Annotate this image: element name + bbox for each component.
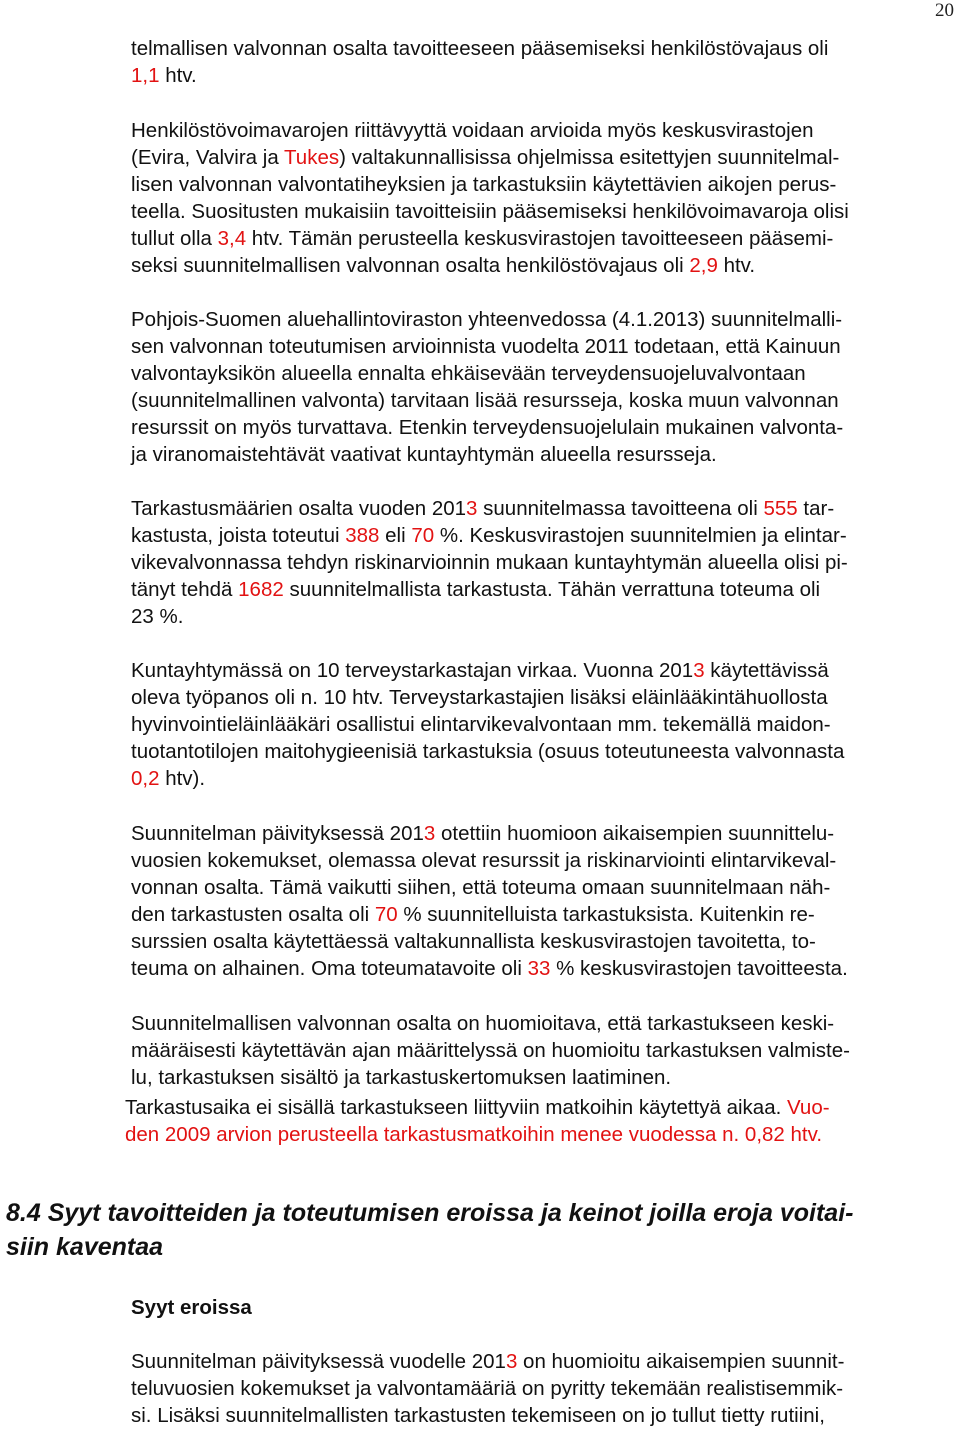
text-line <box>131 576 953 603</box>
section-heading-line: siin kaventaa <box>6 1233 164 1261</box>
text-line <box>131 928 953 955</box>
text-line <box>131 549 953 576</box>
text-run: teuma on alhainen. Oma toteumatavoite oli <box>131 957 528 980</box>
paragraph <box>131 1010 953 1091</box>
text-run: määräisesti käytettävän ajan määrittelyssä on huomioitu tarkastuksen valmiste- <box>131 1039 850 1062</box>
text-line <box>131 847 953 874</box>
section-heading <box>6 1196 946 1264</box>
text-run: Tarkastusmäärien osalta vuoden 201 <box>131 497 467 520</box>
text-run: Pohjois-Suomen aluehallintoviraston yhteenvedossa (4.1.2013) suunnitelmalli- <box>131 308 843 331</box>
text-line <box>131 603 953 630</box>
subheading: Syyt eroissa <box>131 1296 252 1319</box>
paragraph <box>125 1094 947 1148</box>
text-run: Henkilöstövoimavarojen riittävyyttä voidaan arvioida myös keskusvirastojen <box>131 119 814 142</box>
paragraph <box>131 117 953 279</box>
text-run: suunnitelmallista tarkastusta. Tähän verrattuna toteuma oli <box>283 578 821 601</box>
text-line <box>131 387 953 414</box>
text-line <box>131 1402 953 1429</box>
text-run: ja viranomaistehtävät vaativat kuntayhtymän alueella resursseja. <box>131 443 717 466</box>
text-run: tänyt tehdä <box>131 578 239 601</box>
text-line <box>131 522 953 549</box>
text-line <box>125 1121 947 1148</box>
text-run: surssien osalta käytettäessä valtakunnallista keskusvirastojen tavoitetta, to- <box>131 930 816 953</box>
text-line <box>131 901 953 928</box>
text-line <box>131 684 953 711</box>
text-run: suunnitelmassa tavoitteena oli <box>477 497 764 520</box>
text-line <box>131 1037 953 1064</box>
text-run: htv. <box>717 254 756 277</box>
text-line <box>131 198 953 225</box>
text-run: % keskusvirastojen tavoitteesta. <box>550 957 848 980</box>
text-line <box>131 1375 953 1402</box>
text-run: eli <box>379 524 412 547</box>
paragraph <box>131 495 953 630</box>
highlighted-text: Tukes <box>284 146 340 169</box>
text-line <box>131 1010 953 1037</box>
text-line <box>131 171 953 198</box>
paragraph <box>131 35 953 89</box>
text-run: lu, tarkastuksen sisältö ja tarkastuskertomuksen laatiminen. <box>131 1066 672 1089</box>
text-run: otettiin huomioon aikaisempien suunnittelu- <box>435 822 835 845</box>
page-number: 20 <box>935 0 954 21</box>
text-run: vonnan osalta. Tämä vaikutti siihen, että toteuma omaan suunnitelmaan näh- <box>131 876 831 899</box>
highlighted-text: Vuo- <box>787 1096 830 1119</box>
highlighted-text: 3 <box>423 822 436 845</box>
section-heading-line: 8.4 Syyt tavoitteiden ja toteutumisen eroissa ja keinot joilla eroja voitai- <box>6 1199 854 1227</box>
paragraph <box>131 1348 953 1429</box>
text-run: % suunnitelluista tarkastuksista. Kuitenkin re- <box>397 903 815 926</box>
highlighted-text: 555 <box>763 497 798 520</box>
text-run: sen valvonnan toteutumisen arvioinnista vuodelta 2011 todetaan, että Kainuun <box>131 335 841 358</box>
text-run: Suunnitelman päivityksessä vuodelle 201 <box>131 1350 506 1373</box>
text-line <box>131 711 953 738</box>
text-line <box>131 414 953 441</box>
text-run: htv. Tämän perusteella keskusvirastojen tavoitteeseen pääsemi- <box>246 227 834 250</box>
highlighted-text: 70 <box>411 524 435 547</box>
text-run: %. Keskusvirastojen suunnitelmien ja elintar- <box>434 524 847 547</box>
text-line <box>131 820 953 847</box>
text-line <box>131 1348 953 1375</box>
text-run: vikevalvonnassa tehdyn riskinarvioinnin mukaan kuntayhtymän alueella olisi pi- <box>131 551 848 574</box>
text-run: käytettävissä <box>704 659 829 682</box>
highlighted-text: 33 <box>527 957 551 980</box>
paragraph <box>131 306 953 468</box>
text-line <box>131 657 953 684</box>
text-run: tuotantotilojen maitohygieenisiä tarkastuksia (osuus toteutuneesta valvonnasta <box>131 740 845 763</box>
text-run: oleva työpanos oli n. 10 htv. Terveystarkastajien lisäksi eläinlääkintähuollosta <box>131 686 828 709</box>
text-run: htv). <box>159 767 206 790</box>
highlighted-text: 1682 <box>238 578 284 601</box>
highlighted-text: 3,4 <box>217 227 247 250</box>
highlighted-text: 3 <box>693 659 705 682</box>
text-run: on huomioitu aikaisempien suunnit- <box>517 1350 845 1373</box>
text-line <box>125 1094 947 1121</box>
text-line <box>131 441 953 468</box>
text-run: Suunnitelman päivityksessä 201 <box>131 822 424 845</box>
highlighted-text: 388 <box>345 524 380 547</box>
text-line <box>131 874 953 901</box>
text-line <box>131 144 953 171</box>
highlighted-text: 70 <box>374 903 398 926</box>
highlighted-text: 3 <box>466 497 478 520</box>
text-run: teella. Suositusten mukaisiin tavoitteisiin pääsemiseksi henkilövoimavaroja olisi <box>131 200 849 223</box>
text-run: hyvinvointieläinlääkäri osallistui elintarvikevalvontaan mm. tekemällä maidon- <box>131 713 831 736</box>
text-line <box>131 955 953 982</box>
paragraph <box>131 820 953 982</box>
text-line <box>131 765 953 792</box>
paragraph <box>131 657 953 792</box>
highlighted-text: 1,1 <box>131 64 160 87</box>
text-run: valvontayksikön alueella ennalta ehkäisevään terveydensuojeluvalvontaan <box>131 362 806 385</box>
text-run: lisen valvonnan valvontatiheyksien ja tarkastuksiin käytettävien aikojen perus- <box>131 173 837 196</box>
highlighted-text: 3 <box>505 1350 518 1373</box>
text-line <box>131 117 953 144</box>
text-run: Suunnitelmallisen valvonnan osalta on huomioitava, että tarkastukseen keski- <box>131 1012 835 1035</box>
text-run: (suunnitelmallinen valvonta) tarvitaan lisää resursseja, koska muun valvonnan <box>131 389 839 412</box>
text-line <box>131 306 953 333</box>
text-run: tullut olla <box>131 227 218 250</box>
text-run: seksi suunnitelmallisen valvonnan osalta henkilöstövajaus oli <box>131 254 690 277</box>
text-line <box>131 495 953 522</box>
text-run: htv. <box>159 64 197 87</box>
highlighted-text: den 2009 arvion perusteella tarkastusmatkoihin menee vuodessa n. 0,82 htv. <box>125 1123 823 1146</box>
text-line <box>131 252 953 279</box>
text-run: ) valtakunnallisissa ohjelmissa esitettyjen suunnitelmal- <box>339 146 840 169</box>
text-run: vuosien kokemukset, olemassa olevat resurssit ja riskinarviointi elintarvikeval- <box>131 849 837 872</box>
text-line <box>131 35 953 62</box>
text-run: teluvuosien kokemukset ja valvontamääriä on pyritty tekemään realistisemmik- <box>131 1377 844 1400</box>
text-line <box>131 360 953 387</box>
text-run: Tarkastusaika ei sisällä tarkastukseen liittyviin matkoihin käytettyä aikaa. <box>125 1096 787 1119</box>
highlighted-text: 2,9 <box>689 254 718 277</box>
text-run: den tarkastusten osalta oli <box>131 903 375 926</box>
text-run: kastusta, joista toteutui <box>131 524 346 547</box>
text-run: si. Lisäksi suunnitelmallisten tarkastusten tekemiseen on jo tullut tietty rutiini, <box>131 1404 825 1427</box>
text-line <box>131 333 953 360</box>
text-line <box>131 62 953 89</box>
text-run: resurssit on myös turvattava. Etenkin terveydensuojelulain mukainen valvonta- <box>131 416 844 439</box>
text-run: (Evira, Valvira ja <box>131 146 285 169</box>
text-line <box>131 225 953 252</box>
text-line <box>131 738 953 765</box>
text-line <box>131 1064 953 1091</box>
highlighted-text: 0,2 <box>131 767 160 790</box>
text-run: Kuntayhtymässä on 10 terveystarkastajan virkaa. Vuonna 201 <box>131 659 694 682</box>
text-run: 23 %. <box>131 605 184 628</box>
text-run: tar- <box>797 497 835 520</box>
text-run: telmallisen valvonnan osalta tavoitteeseen pääsemiseksi henkilöstövajaus oli <box>131 37 829 60</box>
